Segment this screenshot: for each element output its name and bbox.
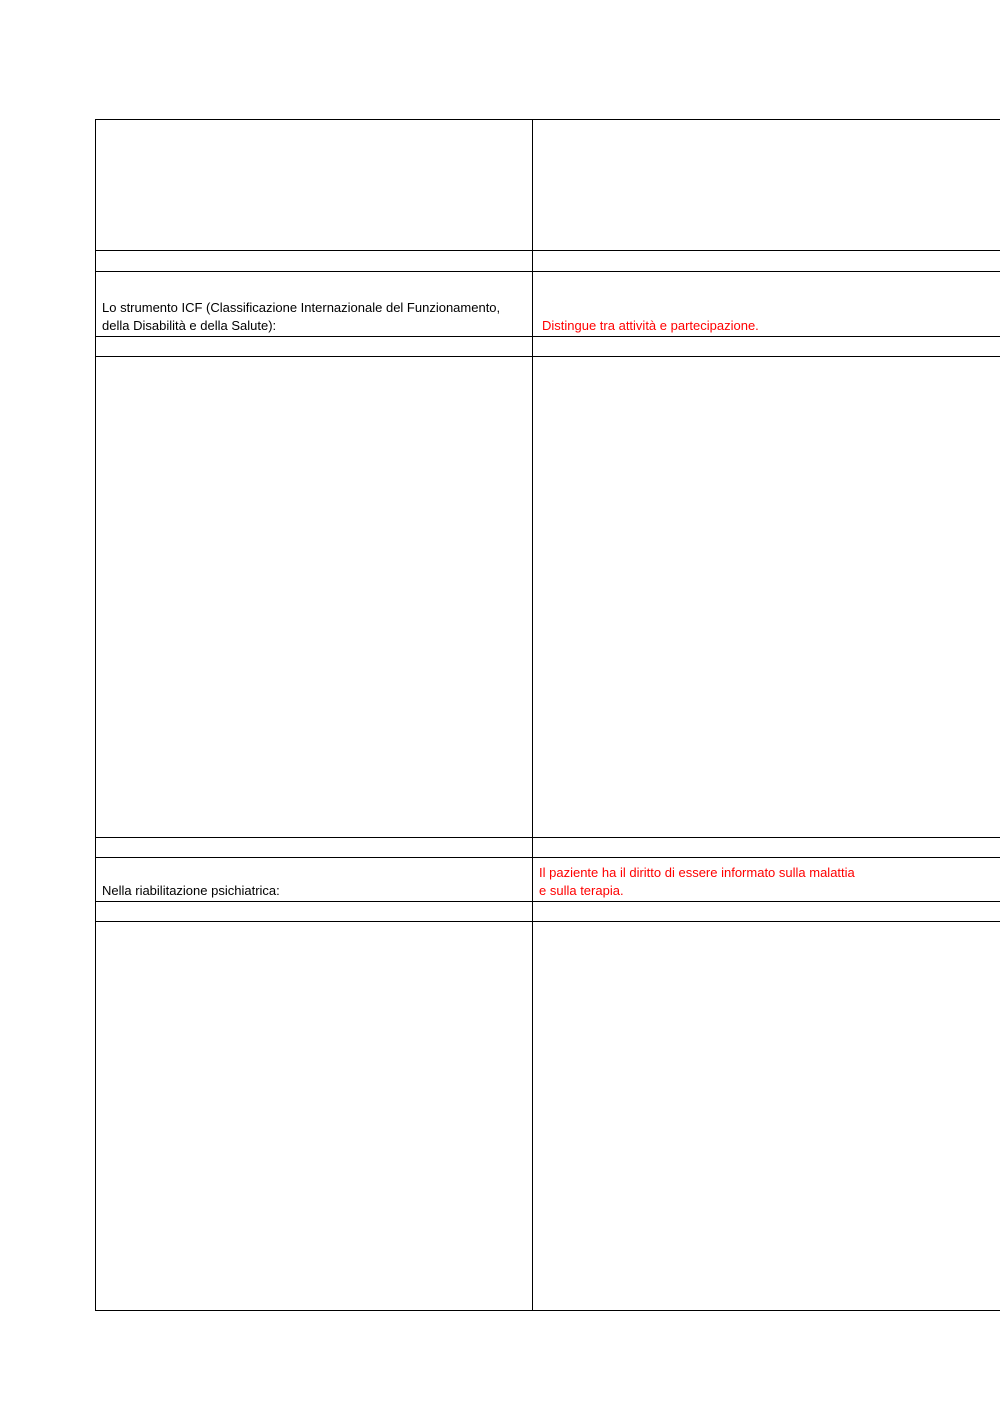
table-row (96, 272, 1000, 337)
question-cell[interactable] (96, 858, 533, 902)
question-text: Nella riabilitazione psichiatrica: (102, 883, 280, 898)
answer-cell[interactable] (533, 337, 1000, 357)
answer-cell[interactable] (533, 272, 1000, 337)
question-cell[interactable] (96, 902, 533, 922)
question-text: Lo strumento ICF (Classificazione Internazionale del Funzionamento, della Disabilità e della Salute): (102, 300, 501, 333)
answer-cell[interactable] (533, 251, 1000, 272)
question-cell[interactable] (96, 838, 533, 858)
table-row (96, 858, 1000, 902)
question-cell[interactable] (96, 272, 533, 337)
answer-cell[interactable] (533, 838, 1000, 858)
table-row (96, 357, 1000, 838)
question-cell[interactable] (96, 922, 533, 1311)
answer-text: Il paziente ha il diritto di essere informato sulla malattia e sulla terapia. (539, 865, 855, 898)
table-row (96, 251, 1000, 272)
question-cell[interactable] (96, 337, 533, 357)
answer-text: Distingue tra attività e partecipazione. (542, 318, 759, 333)
table-row (96, 337, 1000, 357)
table-row (96, 922, 1000, 1311)
quiz-table (95, 119, 1000, 1311)
answer-cell[interactable] (533, 922, 1000, 1311)
answer-cell[interactable] (533, 357, 1000, 838)
question-cell[interactable] (96, 251, 533, 272)
answer-cell[interactable] (533, 902, 1000, 922)
table-row (96, 120, 1000, 251)
table-row (96, 902, 1000, 922)
answer-cell[interactable] (533, 858, 1000, 902)
spreadsheet-page (95, 119, 1000, 1310)
answer-cell[interactable] (533, 120, 1000, 251)
question-cell[interactable] (96, 357, 533, 838)
question-cell[interactable] (96, 120, 533, 251)
table-row (96, 838, 1000, 858)
